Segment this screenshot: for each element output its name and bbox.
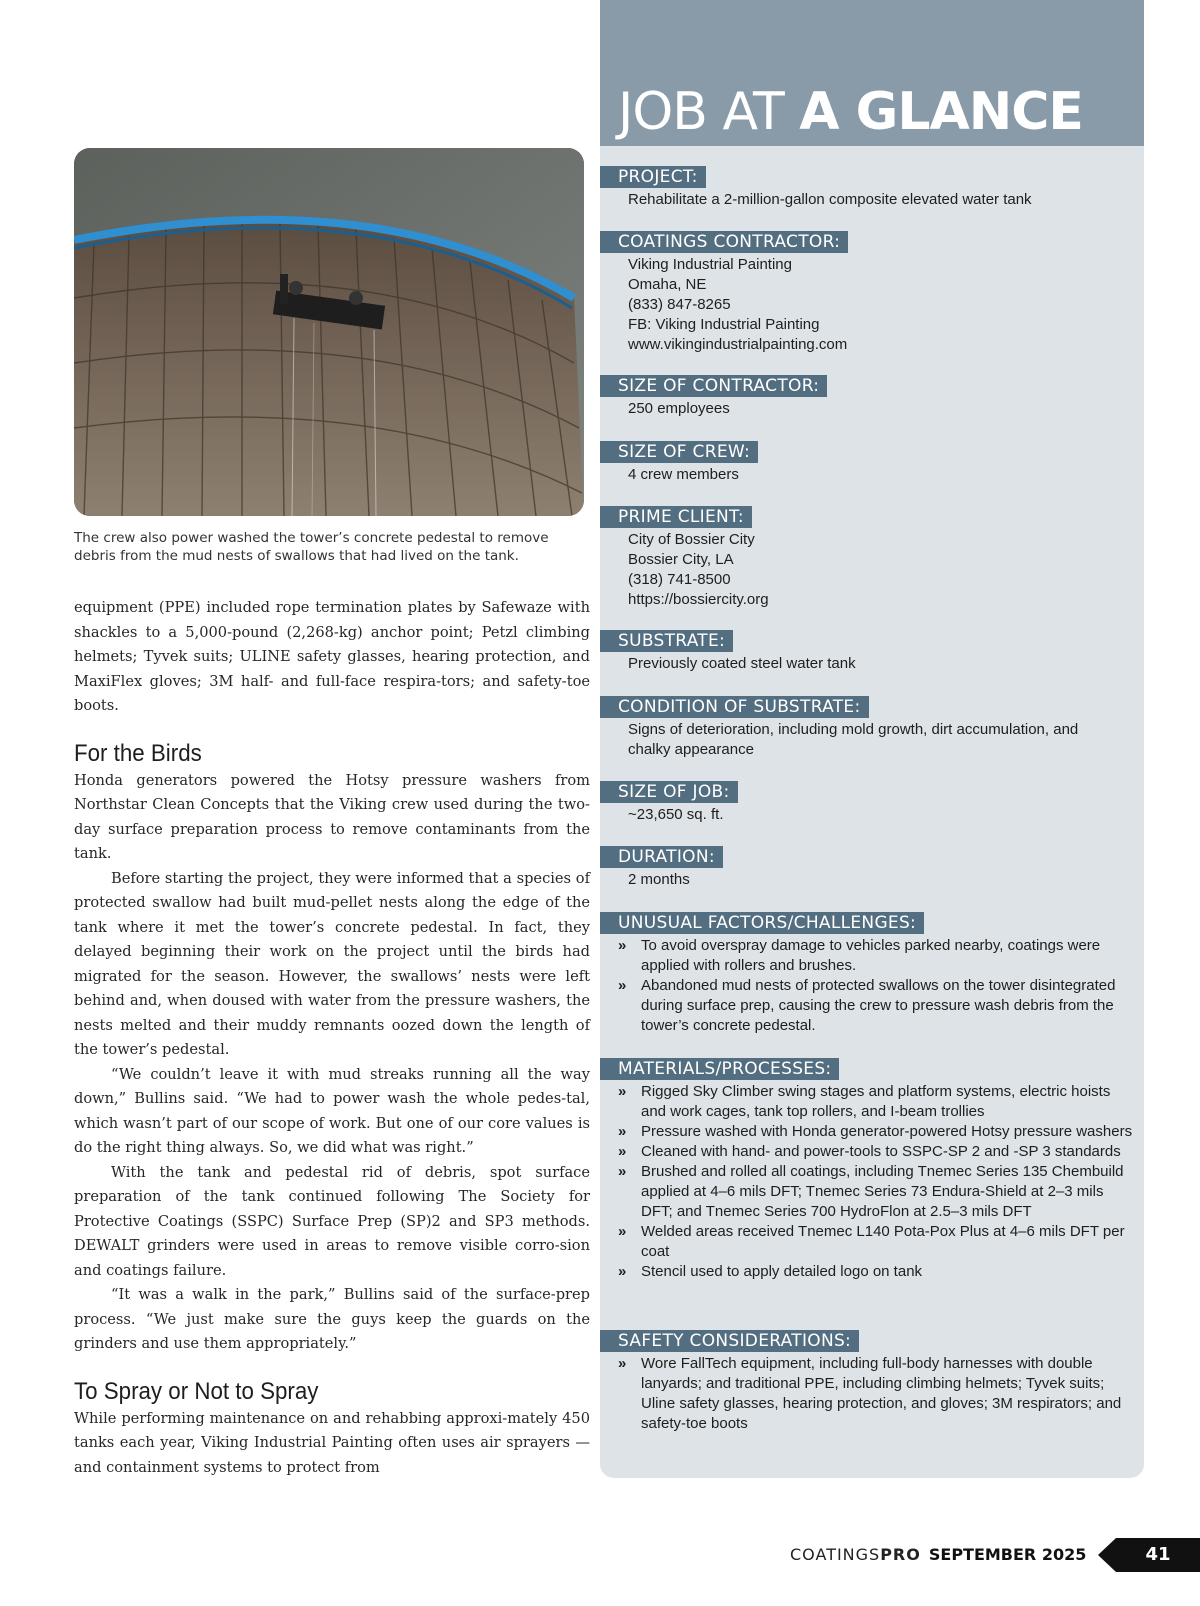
- section-label: MATERIALS/PROCESSES:: [600, 1058, 839, 1080]
- contractor-location: Omaha, NE: [628, 276, 707, 293]
- section-text: Previously coated steel water tank: [628, 655, 856, 672]
- section-label: SUBSTRATE:: [600, 630, 733, 652]
- list-item: » To avoid overspray damage to vehicles parked nearby, coatings were applied with rollers and brushes.: [618, 936, 1133, 976]
- section-label: PROJECT:: [600, 166, 706, 188]
- section-text: 250 employees: [628, 400, 730, 417]
- section-duration: [600, 846, 1144, 890]
- photo-caption: The crew also power washed the tower’s concrete pedestal to remove debris from the mud nests of swallows that had lived on the tank.: [74, 530, 549, 564]
- section-label: CONDITION OF SUBSTRATE:: [600, 696, 869, 718]
- client-location: Bossier City, LA: [628, 551, 734, 568]
- section-label: SIZE OF CONTRACTOR:: [600, 375, 827, 397]
- section-prime-client: [600, 506, 1144, 610]
- section-label: SIZE OF JOB:: [600, 781, 738, 803]
- contractor-facebook: FB: Viking Industrial Painting: [628, 316, 820, 333]
- section-label: PRIME CLIENT:: [600, 506, 752, 528]
- contractor-phone: (833) 847-8265: [628, 296, 731, 313]
- magazine-name: COATINGSPRO: [790, 1545, 921, 1564]
- tank-photo-illustration: [74, 148, 584, 516]
- list-item: » Brushed and rolled all coatings, including Tnemec Series 135 Chembuild applied at 4–6 mils DFT; Tnemec Series 73 Endura-Shield at 2–3 mils DFT; and Tnemec Series 700 HydroFlon at 2.5–3 mils DFT: [618, 1162, 1133, 1222]
- job-at-a-glance-sidebar: [600, 0, 1144, 1478]
- section-materials-processes: [600, 1058, 1144, 1282]
- section-label: DURATION:: [600, 846, 723, 868]
- list-item: » Stencil used to apply detailed logo on tank: [618, 1262, 1133, 1282]
- section-contractor: [600, 231, 1144, 355]
- section-label: SAFETY CONSIDERATIONS:: [600, 1330, 859, 1352]
- client-name: City of Bossier City: [628, 531, 755, 548]
- article-paragraph: Before starting the project, they were informed that a species of protected swallow had built mud-pellet nests along the edge of the tank where it met the tower’s concrete pedestal. In fact, they delayed beginning their work on the project until the birds had migrated for the season. However, the swallows’ nests were left behind and, when doused with water from the pressure washers, the nests melted and their muddy remnants oozed down the length of the tower’s pedestal.: [74, 869, 590, 1058]
- contractor-website[interactable]: www.vikingindustrialpainting.com: [628, 336, 848, 353]
- issue-date: SEPTEMBER 2025: [928, 1545, 1087, 1564]
- page-number-tab: [1098, 1538, 1200, 1572]
- section-condition-of-substrate: [600, 696, 1144, 760]
- contractor-name: Viking Industrial Painting: [628, 256, 792, 273]
- client-website[interactable]: https://bossiercity.org: [628, 591, 769, 608]
- list-item: » Abandoned mud nests of protected swallows on the tower disintegrated during surface prep, causing the crew to pressure wash debris from the tower’s concrete pedestal.: [618, 976, 1133, 1036]
- page-number: 41: [1145, 1544, 1171, 1565]
- list-item: » Pressure washed with Honda generator-powered Hotsy pressure washers: [618, 1122, 1133, 1142]
- section-size-of-contractor: [600, 375, 1144, 419]
- sidebar-title: JOB AT A GLANCE: [618, 82, 1083, 142]
- section-label: SIZE OF CREW:: [600, 441, 758, 463]
- section-text: chalky appearance: [628, 741, 754, 758]
- list-item: » Wore FallTech equipment, including full-body harnesses with double lanyards; and traditional PPE, including climbing helmets; Tyvek suits; Uline safety glasses, hearing protection, and gloves; 3M respirators; and safety-toe boots: [618, 1354, 1133, 1434]
- section-substrate: [600, 630, 1144, 674]
- section-heading-spray: To Spray or Not to Spray: [74, 1377, 319, 1405]
- section-label: UNUSUAL FACTORS/CHALLENGES:: [600, 912, 924, 934]
- tank-photo: [74, 148, 584, 516]
- unusual-factors-list: [600, 936, 1133, 1036]
- section-safety-considerations: [600, 1330, 1144, 1434]
- client-phone: (318) 741-8500: [628, 571, 731, 588]
- article-paragraph: “It was a walk in the park,” Bullins said of the surface-prep process. “We just make sure the guys keep the guards on the grinders and use them appropriately.”: [74, 1286, 590, 1352]
- safety-list: [600, 1354, 1133, 1434]
- list-item: » Welded areas received Tnemec L140 Pota-Pox Plus at 4–6 mils DFT per coat: [618, 1222, 1133, 1262]
- section-project: [600, 166, 1144, 210]
- article-paragraph: equipment (PPE) included rope termination plates by Safewaze with shackles to a 5,000-pound (2,268-kg) anchor point; Petzl climbing helmets; Tyvek suits; ULINE safety glasses, hearing protection, and MaxiFlex gloves; 3M half- and full-face respira-tors; and safety-toe boots.: [74, 599, 590, 714]
- section-heading-birds: For the Birds: [74, 739, 202, 767]
- section-size-of-job: [600, 781, 1144, 825]
- article-paragraph: With the tank and pedestal rid of debris, spot surface preparation of the tank continued following The Society for Protective Coatings (SSPC) Surface Prep (SP)2 and SP3 methods. DEWALT grinders were used in areas to remove visible corro-sion and coatings failure.: [74, 1163, 590, 1279]
- materials-list: [600, 1082, 1133, 1282]
- section-text: Signs of deterioration, including mold growth, dirt accumulation, and: [628, 721, 1079, 738]
- article-paragraph: Honda generators powered the Hotsy pressure washers from Northstar Clean Concepts that the Viking crew used during the two-day surface preparation process to remove contaminants from the tank.: [74, 771, 590, 862]
- section-unusual-factors: [600, 912, 1144, 1036]
- section-size-of-crew: [600, 441, 1144, 485]
- article-body: [74, 596, 590, 1480]
- section-text: Rehabilitate a 2-million-gallon composite elevated water tank: [628, 191, 1032, 208]
- article-paragraph: While performing maintenance on and rehabbing approxi-mately 450 tanks each year, Viking Industrial Painting often uses air sprayers — and containment systems to protect from: [74, 1409, 590, 1476]
- section-text: 2 months: [628, 871, 690, 888]
- list-item: » Rigged Sky Climber swing stages and platform systems, electric hoists and work cages, tank top rollers, and I-beam trollies: [618, 1082, 1133, 1122]
- section-label: COATINGS CONTRACTOR:: [600, 231, 848, 253]
- article-paragraph: “We couldn’t leave it with mud streaks running all the way down,” Bullins said. “We had to power wash the whole pedes-tal, which wasn’t part of our scope of work. But one of our core values is do the right thing always. So, we did what was right.”: [74, 1065, 590, 1156]
- list-item: » Cleaned with hand- and power-tools to SSPC-SP 2 and -SP 3 standards: [618, 1142, 1133, 1162]
- section-text: 4 crew members: [628, 466, 739, 483]
- section-text: ~23,650 sq. ft.: [628, 806, 724, 823]
- sidebar-header: [600, 0, 1144, 146]
